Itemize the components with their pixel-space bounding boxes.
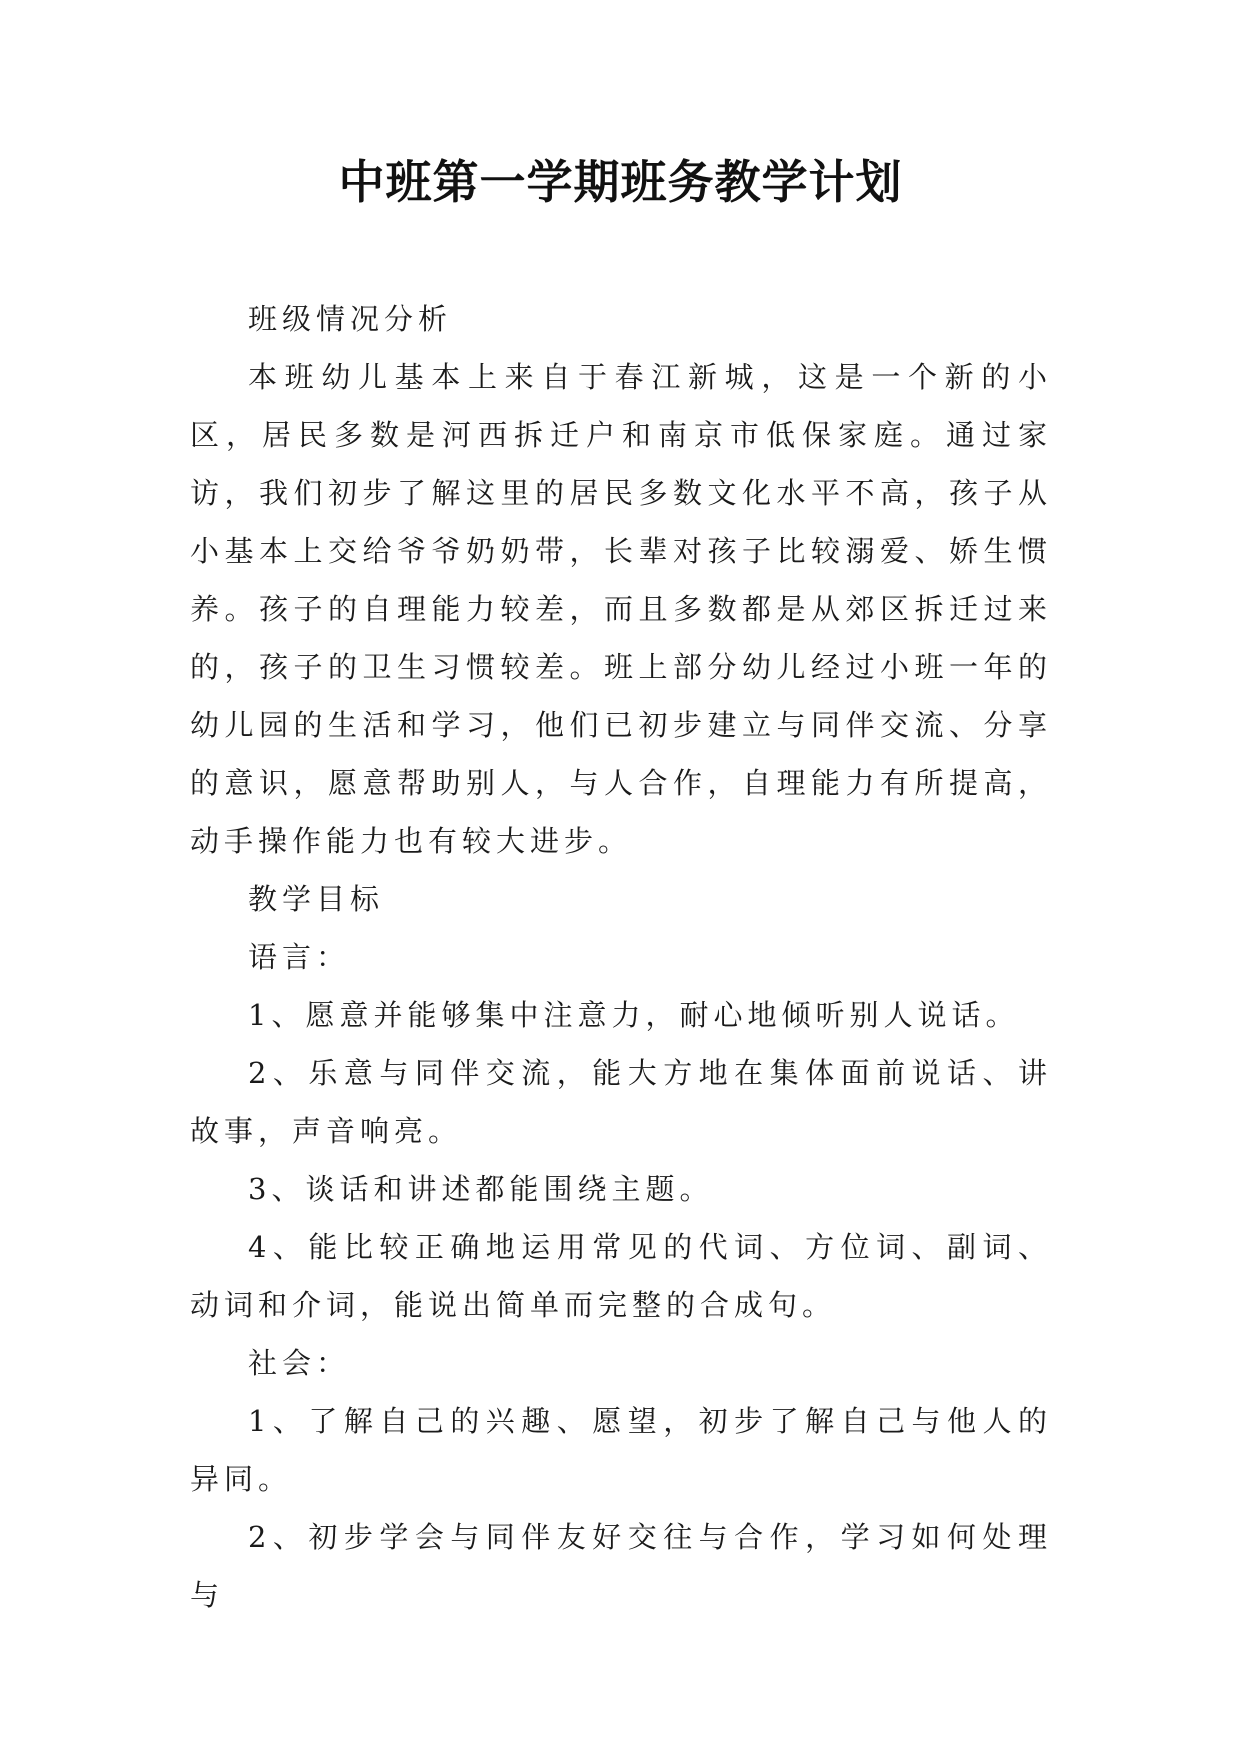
language-goal-4: 4、能比较正确地运用常见的代词、方位词、副词、动词和介词，能说出简单而完整的合成句。 — [190, 1230, 1052, 1322]
document-title: 中班第一学期班务教学计划 — [338, 155, 903, 209]
society-goal-2: 2、初步学会与同伴友好交往与合作，学习如何处理与 — [190, 1520, 1052, 1612]
section-heading-teaching-goals: 教学目标 — [248, 882, 385, 916]
society-goal-1: 1、了解自己的兴趣、愿望，初步了解自己与他人的异同。 — [190, 1404, 1052, 1496]
document-body — [190, 290, 1052, 1624]
subheading-society: 社会： — [248, 1346, 351, 1380]
language-goal-3: 3、谈话和讲述都能围绕主题。 — [248, 1172, 714, 1206]
section-heading-class-analysis: 班级情况分析 — [248, 302, 453, 336]
language-goal-2: 2、乐意与同伴交流，能大方地在集体面前说话、讲故事，声音响亮。 — [190, 1056, 1052, 1148]
subheading-language: 语言： — [248, 940, 351, 974]
language-goal-1: 1、愿意并能够集中注意力，耐心地倾听别人说话。 — [248, 998, 1020, 1032]
paragraph-class-analysis: 本班幼儿基本上来自于春江新城，这是一个新的小区，居民多数是河西拆迁户和南京市低保家庭。通过家访，我们初步了解这里的居民多数文化水平不高，孩子从小基本上交给爷爷奶奶带，长辈对孩子比较溺爱、娇生惯养。孩子的自理能力较差，而且多数都是从郊区拆迁过来的，孩子的卫生习惯较差。班上部分幼儿经过小班一年的幼儿园的生活和学习，他们已初步建立与同伴交流、分享的意识，愿意帮助别人，与人合作，自理能力有所提高，动手操作能力也有较大进步。 — [190, 360, 1052, 858]
